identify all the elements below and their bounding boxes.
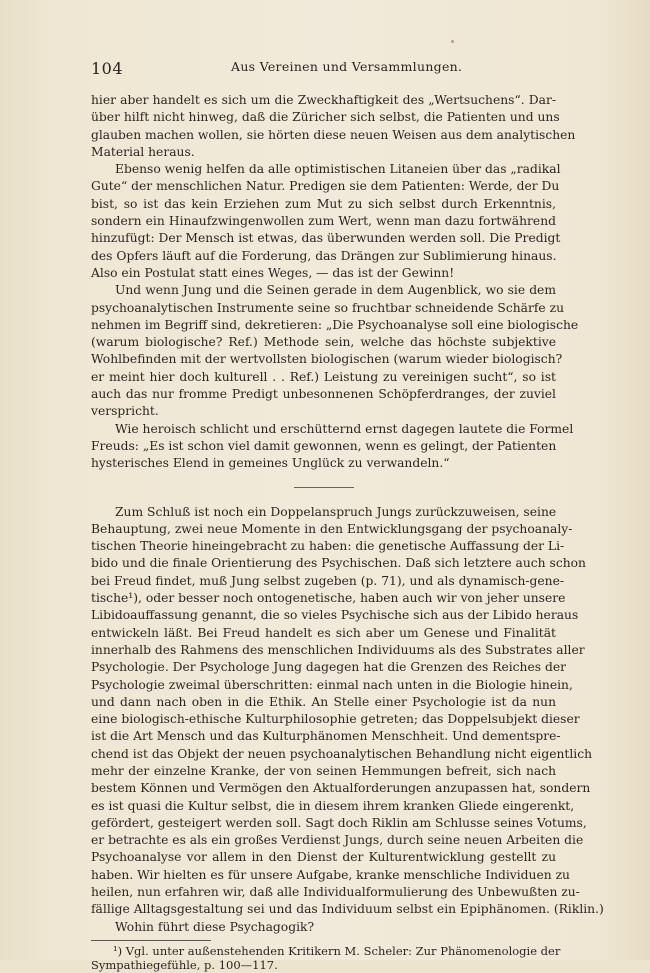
text-line: psychoanalytischen Instrumente seine so fruchtbar schneidende Schärfe zu [91,300,564,315]
text-line: es ist quasi die Kultur selbst, die in diesem ihrem kranken Gliede eingerenkt, [91,798,575,813]
running-title: Aus Vereinen und Versammlungen. [231,59,463,74]
text-line: Also ein Postulat statt eines Weges, — das ist der Gewinn! [91,265,455,280]
footnote-line: ¹) Vgl. unter außenstehenden Kritikern M. Scheler: Zur Phänomenologie der [113,943,561,958]
paragraph [91,421,574,473]
text-line: sondern ein Hinaufzwingenwollen zum Wert, wenn man dazu fortwährend [91,214,556,229]
text-line: Gute“ der menschlichen Natur. Predigen sie dem Patienten: Werde, der Du [91,179,560,194]
text-line: (warum biologische? Ref.) Methode sein, welche das höchste subjektive [91,335,556,350]
text-line: Wohlbefinden mit der wertvollsten biologischen (warum wieder biologisch? [91,352,563,367]
text-line: Freuds: „Es ist schon viel damit gewonnen, wenn es gelingt, der Patienten [91,438,557,453]
paragraph [91,92,576,161]
text-line: nehmen im Begriff sind, dekretieren: „Die Psychoanalyse soll eine biologische [91,317,579,332]
text-line: mehr der einzelne Kranke, der von seinen Hemmungen befreit, sich nach [91,763,556,778]
text-line: bei Freud findet, muß Jung selbst zugeben (p. 71), und als dynamisch-gene- [91,573,565,588]
text-line: chend ist das Objekt der neuen psychoanalytischen Behandlung nicht eigentlich [91,746,593,761]
text-line: eine biologisch-ethische Kulturphilosophie getreten; das Doppelsubjekt dieser [91,712,580,727]
text-line: Wohin führt diese Psychagogik? [115,919,315,934]
text-line: Psychologie. Der Psychologe Jung dagegen hat die Grenzen des Reiches der [91,660,566,675]
text-line: des Opfers läuft auf die Forderung, das Drängen zur Sublimierung hinaus. [91,248,557,263]
page-body [91,92,604,973]
section-divider [294,487,354,488]
text-line: glauben machen wollen, sie hörten diese neuen Weisen aus dem analytischen [91,127,576,142]
text-line: tischen Theorie hineingebracht zu haben: die genetische Auffassung der Li- [91,539,565,554]
page-header [91,57,556,81]
paragraph [91,504,604,919]
text-line: Psychoanalyse vor allem in den Dienst der Kulturentwicklung gestellt zu [91,850,556,865]
text-line: innerhalb des Rahmens des menschlichen Individuums als des Substrates aller [91,642,585,657]
text-line: Libidoauffassung genannt, die so vieles Psychische sich aus der Libido heraus [91,608,579,623]
text-line: heilen, nun erfahren wir, daß alle Individualformulierung des Unbewußten zu- [91,885,580,900]
text-line: hier aber handelt es sich um die Zweckhaftigkeit des „Wertsuchens“. Dar- [91,93,556,107]
text-line: er betrachte es als ein großes Verdienst Jungs, durch seine neuen Arbeiten die [91,833,584,848]
text-line: Und wenn Jung und die Seinen gerade in dem Augenblick, wo sie dem [115,283,556,298]
text-section-top [91,92,579,473]
text-line: Ebenso wenig helfen da alle optimistischen Litaneien über das „radikal [115,162,561,177]
text-line: auch das nur fromme Predigt unbesonnenen Schöpferdranges, der zuviel [91,387,556,402]
paragraph [91,282,579,420]
text-line: hysterisches Elend in gemeines Unglück zu verwandeln.“ [91,456,450,471]
footnote-line: Sympathiegefühle, p. 100—117. [91,958,278,973]
text-line: fällige Alltagsgestaltung sei und das Individuum selbst ein Epiphänomen. (Riklin.) [91,902,604,917]
text-line: Wie heroisch schlicht und erschütternd ernst dagegen lautete die Formel [115,421,574,436]
text-section-bottom [91,504,604,936]
text-line: tische¹), oder besser noch ontogenetische, haben auch wir von jeher unsere [91,591,566,606]
text-line: Material heraus. [91,144,195,159]
text-line: Psychologie zweimal überschritten: einmal nach unten in die Biologie hinein, [91,677,573,692]
footnote-rule [91,940,211,941]
footnote [91,943,561,973]
text-line: gefördert, gesteigert werden soll. Sagt doch Riklin am Schlusse seines Votums, [91,815,587,830]
text-line: er meint hier doch kulturell . . Ref.) Leistung zu vereinigen sucht“, so ist [91,369,556,384]
text-line: hinzufügt: Der Mensch ist etwas, das überwunden werden soll. Die Predigt [91,231,561,246]
text-line: Zum Schluß ist noch ein Doppelanspruch Jungs zurückzuweisen, seine [115,504,557,519]
text-line: verspricht. [91,404,159,419]
text-line: bido und die finale Orientierung des Psychischen. Daß sich letztere auch schon [91,556,586,571]
paragraph [91,161,561,282]
text-line: haben. Wir hielten es für unsere Aufgabe, kranke menschliche Individuen zu [91,867,570,882]
text-line: entwickeln läßt. Bei Freud handelt es sich aber um Genese und Finalität [91,625,556,640]
text-line: über hilft nicht hinweg, daß die Züricher sich selbst, die Patienten und uns [91,110,560,125]
text-line: ist die Art Mensch und das Kulturphänomen Menschheit. Und dementspre- [91,729,561,744]
paragraph [91,919,556,936]
text-line: bestem Können und Vermögen den Aktualforderungen anzupassen hat, sondern [91,781,591,796]
text-line: bist, so ist das kein Erziehen zum Mut zu sich selbst durch Erkenntnis, [91,196,556,211]
paper-speck [451,40,454,43]
text-line: Behauptung, zwei neue Momente in den Entwicklungsgang der psychoanaly- [91,521,573,536]
page-number: 104 [91,59,124,78]
text-line: und dann nach oben in die Ethik. An Stelle einer Psychologie ist da nun [91,694,556,709]
